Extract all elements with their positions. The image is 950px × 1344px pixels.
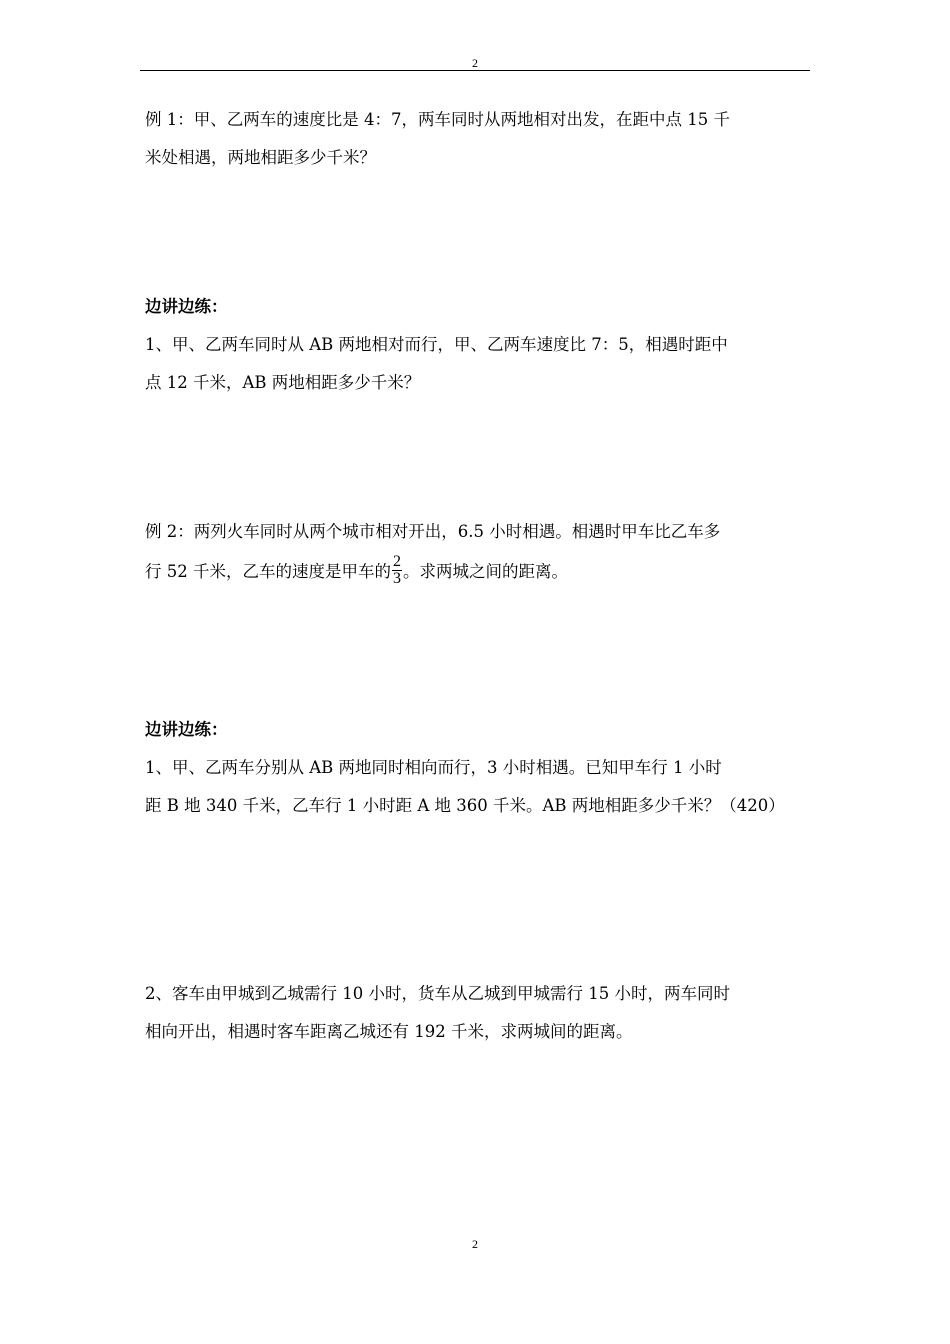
practice-heading-1: 边讲边练： [145,297,228,316]
practice-1-q1-line-2: 点 12 千米，AB 两地相距多少千米？ [145,373,421,392]
example-2-line-1: 例 2：两列火车同时从两个城市相对开出，6.5 小时相遇。相遇时甲车比乙车多 [145,522,721,541]
practice-2-q2-line-2: 相向开出，相遇时客车距离乙城还有 192 千米，求两城间的距离。 [145,1022,633,1041]
example-2-line-2 [145,553,568,589]
fraction-denominator: 3 [393,570,401,587]
example-1-line-2: 米处相遇，两地相距多少千米？ [145,148,376,167]
practice-heading-2: 边讲边练： [145,720,228,739]
header-divider [140,70,810,71]
header-page-number: 2 [472,56,478,70]
fraction-numerator: 2 [393,553,401,570]
practice-2-q2-line-1: 2、客车由甲城到乙城需行 10 小时，货车从乙城到甲城需行 15 小时，两车同时 [145,984,730,1003]
fraction-two-thirds [392,554,402,587]
practice-2-q1-line-2: 距 B 地 340 千米，乙车行 1 小时距 A 地 360 千米。AB 两地相距多少千米？（420） [145,796,785,815]
footer-page-number: 2 [472,1237,478,1251]
practice-1-q1-line-1: 1、甲、乙两车同时从 AB 两地相对而行，甲、乙两车速度比 7：5，相遇时距中 [145,335,728,354]
practice-2-q1-line-1: 1、甲、乙两车分别从 AB 两地同时相向而行，3 小时相遇。已知甲车行 1 小时 [145,758,722,777]
example-1-line-1: 例 1：甲、乙两车的速度比是 4：7，两车同时从两地相对出发，在距中点 15 千 [145,110,730,129]
example-2-line-2-text-after: 。求两城之间的距离。 [403,562,568,581]
example-2-line-2-text-before: 行 52 千米，乙车的速度是甲车的 [145,562,391,581]
